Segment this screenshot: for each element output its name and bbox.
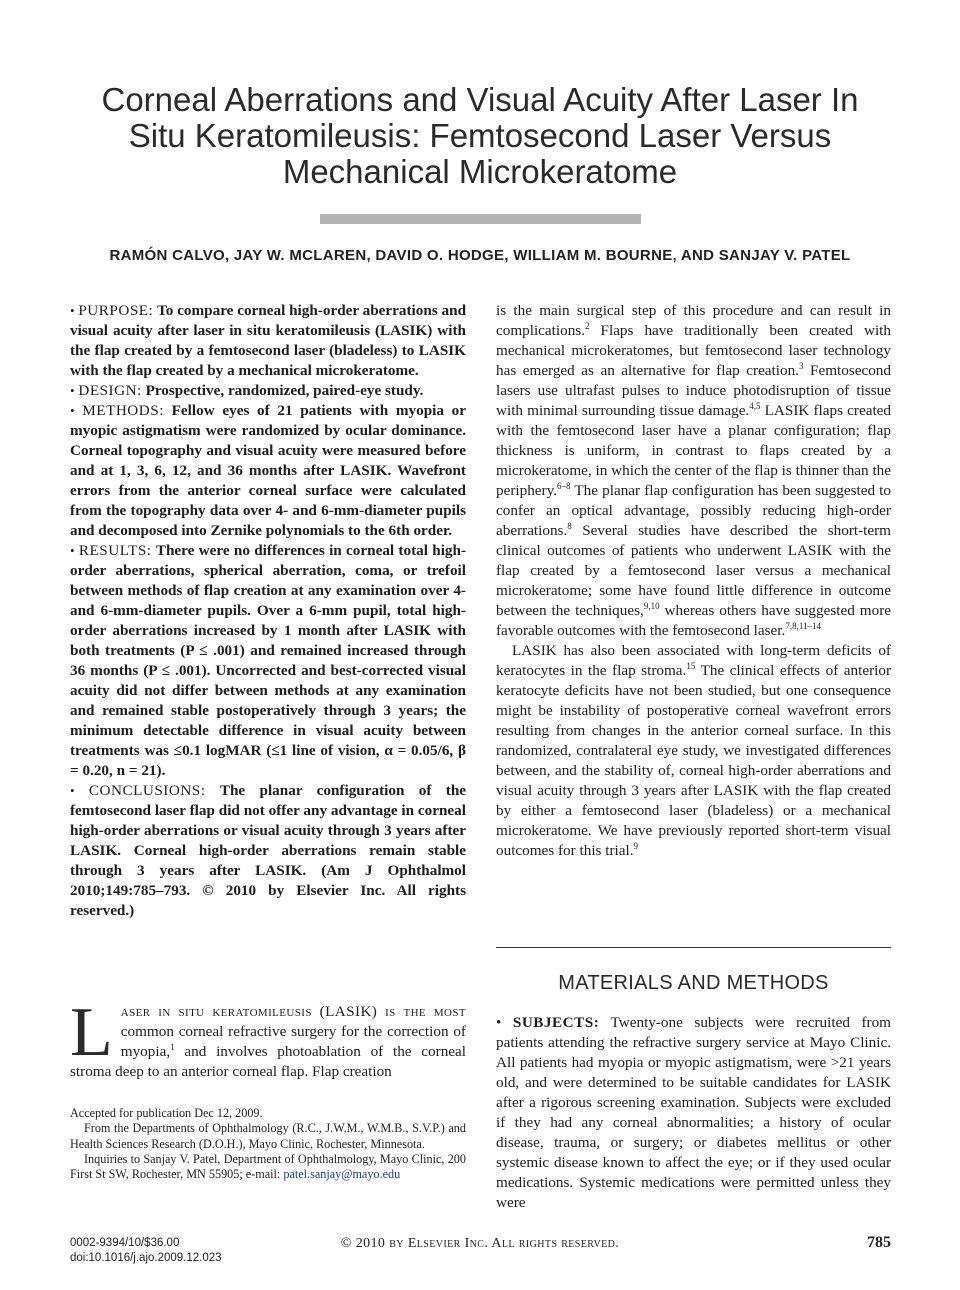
inquiries-text: Inquiries to Sanjay V. Patel, Department of Ophthalmology, Mayo Clinic, 200 First St SW, Rochester, MN 55905; e-mail: bbox=[70, 1151, 466, 1182]
page-number: 785 bbox=[867, 1234, 891, 1251]
body-text: Flaps have traditionally been created with mechanical microkeratomes, but femtosecond laser technology has emerged as an alternative for flap creation. bbox=[496, 322, 891, 379]
subjects-label: SUBJECTS: bbox=[512, 1014, 600, 1031]
paragraph bbox=[496, 301, 891, 641]
conclusions-label: CONCLUSIONS: bbox=[88, 782, 206, 799]
bullet-icon: • bbox=[70, 783, 75, 798]
body-text: LASIK has also been associated with long-term deficits of keratocytes in the flap stroma. bbox=[496, 642, 891, 679]
bullet-icon: • bbox=[70, 303, 75, 318]
email-link[interactable]: patel.sanjay@mayo.edu bbox=[283, 1167, 401, 1182]
bullet-icon: • bbox=[70, 383, 75, 398]
methods-label: METHODS: bbox=[82, 402, 164, 419]
body-text: Femtosecond lasers use ultrafast pulses to induce photodisruption of tissue with minimal surrounding tissue damage. bbox=[496, 362, 891, 419]
introduction bbox=[70, 994, 466, 1082]
abstract bbox=[70, 301, 466, 921]
author-list: RAMÓN CALVO, JAY W. MCLAREN, DAVID O. HODGE, WILLIAM M. BOURNE, AND SANJAY V. PATEL bbox=[109, 247, 851, 264]
body-right-column bbox=[496, 301, 891, 861]
abstract-purpose bbox=[70, 301, 466, 381]
abstract-design bbox=[70, 381, 466, 401]
purpose-text: To compare corneal high-order aberrations and visual acuity after laser in situ keratomileusis (LASIK) with the flap created by a femtosecond laser (bladeless) to LASIK with the flap created by a mechanical microkeratome. bbox=[70, 302, 467, 379]
affiliation-note: From the Departments of Ophthalmology (R.C., J.W.M., W.M.B., S.V.P.) and Health Sciences Research (D.O.H.), Mayo Clinic, Rochester, Minnesota. bbox=[70, 1121, 466, 1151]
methods-text: Fellow eyes of 21 patients with myopia or myopic astigmatism were randomized by ocular dominance. Corneal topography and visual acuity were measured before and at 1, 3, 6, 12, and 36 months after LASIK. Wavefront errors from the anterior corneal surface were calculated from the topography data over 4- and 6-mm-diameter pupils and decomposed into Zernike polynomials to the 6th order. bbox=[70, 402, 467, 539]
reference-marker: 1 bbox=[170, 1041, 175, 1052]
subjects-text: Twenty-one subjects were recruited from patients attending the refractive surgery service at Mayo Clinic. All patients had myopia or myopic astigmatism, were >21 years old, and were determined to be suitable candidates for LASIK after a rigorous screening examination. Subjects were excluded if they had any corneal abnormalities; a history of ocular disease, trauma, or surgery; or diabetes mellitus or other systemic disease known to affect the eye; or if they used ocular medications. Systemic medications were permitted unless they were bbox=[496, 1014, 891, 1211]
inquiries-note bbox=[70, 1152, 466, 1183]
paragraph bbox=[496, 1013, 891, 1213]
title-divider bbox=[320, 214, 641, 224]
reference-marker: 9 bbox=[633, 840, 639, 851]
section-divider bbox=[496, 947, 891, 948]
section-heading: MATERIALS AND METHODS bbox=[558, 972, 829, 994]
reference-marker: 9,10 bbox=[643, 600, 660, 611]
bullet-icon: • bbox=[496, 1014, 502, 1031]
body-text: whereas others have suggested more favorable outcomes with the femtosecond laser. bbox=[496, 602, 891, 639]
footnotes bbox=[70, 1106, 466, 1182]
footer-copyright: © 2010 by Elsevier Inc. All rights reserved. bbox=[340, 1236, 620, 1251]
body-text: Several studies have described the short-term clinical outcomes of patients who underwent LASIK with the flap created by a femtosecond laser versus a mechanical microkeratome; some have found little difference in outcome between the techniques, bbox=[496, 522, 891, 619]
conclusions-text: The planar configuration of the femtosecond laser flap did not offer any advantage in corneal high-order aberrations or visual acuity through 3 years after LASIK. Corneal high-order aberrations remain stable through 3 years after LASIK. bbox=[70, 782, 467, 879]
body-text: The clinical effects of anterior keratocyte deficits have not been studied, but one consequence might be instability of postoperative corneal wavefront errors resulting from changes in the anterior corneal surface. In this randomized, contralateral eye study, we investigated differences between, and the stability of, corneal high-order aberrations and visual acuity through 3 years after LASIK with the flap created by either a femtosecond laser (bladeless) or a mechanical microkeratome. We have previously reported short-term visual outcomes for this trial. bbox=[496, 662, 891, 859]
citation: (Am J Ophthalmol 2010;149:785–793. © 2010 by Elsevier Inc. All rights reserved.) bbox=[70, 862, 466, 919]
abstract-methods bbox=[70, 401, 466, 541]
drop-cap: L bbox=[70, 994, 113, 1071]
accepted-note: Accepted for publication Dec 12, 2009. bbox=[70, 1106, 263, 1120]
doi: doi:10.1016/j.ajo.2009.12.023 bbox=[70, 1252, 222, 1264]
methods-section bbox=[496, 1013, 891, 1213]
paragraph bbox=[496, 641, 891, 861]
reference-marker: 8 bbox=[567, 520, 572, 531]
bullet-icon: • bbox=[70, 543, 75, 558]
design-label: DESIGN: bbox=[78, 382, 142, 399]
body-text: The planar flap configuration has been suggested to confer an optical advantage, possibly reducing high-order aberrations. bbox=[496, 482, 891, 539]
results-label: RESULTS: bbox=[78, 542, 152, 559]
body-text: LASIK flaps created with the femtosecond laser have a planar configuration; flap thickness is uniform, in contrast to flaps created by a microkeratome, in which the center of the flap is thinner than the periphery. bbox=[496, 402, 892, 499]
abstract-conclusions bbox=[70, 781, 466, 921]
reference-marker: 3 bbox=[798, 360, 804, 371]
intro-lead: aser in situ keratomileusis (LASIK) is the most bbox=[120, 1003, 466, 1020]
design-text: Prospective, randomized, paired-eye study. bbox=[145, 382, 424, 399]
issn: 0002-9394/10/$36.00 bbox=[70, 1237, 180, 1249]
results-text: There were no differences in corneal total high-order aberrations, spherical aberration, coma, or trefoil between methods of flap creation at any examination over 4- and 6-mm-diameter pupils. Over a 6-mm pupil, total high-order aberrations increased by 1 month after LASIK with both treatments (P ≤ .001) and remained increased through 36 months (P ≤ .001). Uncorrected and best-corrected visual acuity did not differ between methods at any examination and remained stable postoperatively through 3 years; the minimum detectable difference in visual acuity between treatments was ≤0.1 logMAR (≤1 line of vision, α = 0.05/6, β = 0.20, n = 21). bbox=[70, 542, 467, 779]
purpose-label: PURPOSE: bbox=[78, 302, 154, 319]
intro-text: and involves photoablation of the corneal stroma deep to an anterior corneal flap. Flap creation bbox=[70, 1043, 466, 1080]
reference-marker: 2 bbox=[585, 320, 590, 331]
intro-text: common corneal refractive surgery for the correction of myopia, bbox=[120, 1023, 466, 1060]
footer-identifiers bbox=[70, 1236, 222, 1266]
bullet-icon: • bbox=[70, 403, 75, 418]
reference-marker: 15 bbox=[686, 660, 696, 671]
body-text: is the main surgical step of this procedure and can result in complications. bbox=[496, 302, 891, 339]
reference-marker: 6–8 bbox=[557, 480, 571, 491]
reference-marker: 7,8,11–14 bbox=[785, 620, 821, 631]
reference-marker: 4,5 bbox=[749, 400, 761, 411]
abstract-results bbox=[70, 541, 466, 781]
article-title: Corneal Aberrations and Visual Acuity After Laser In Situ Keratomileusis: Femtosecond Laser Versus Mechanical Microkeratome bbox=[101, 81, 859, 190]
